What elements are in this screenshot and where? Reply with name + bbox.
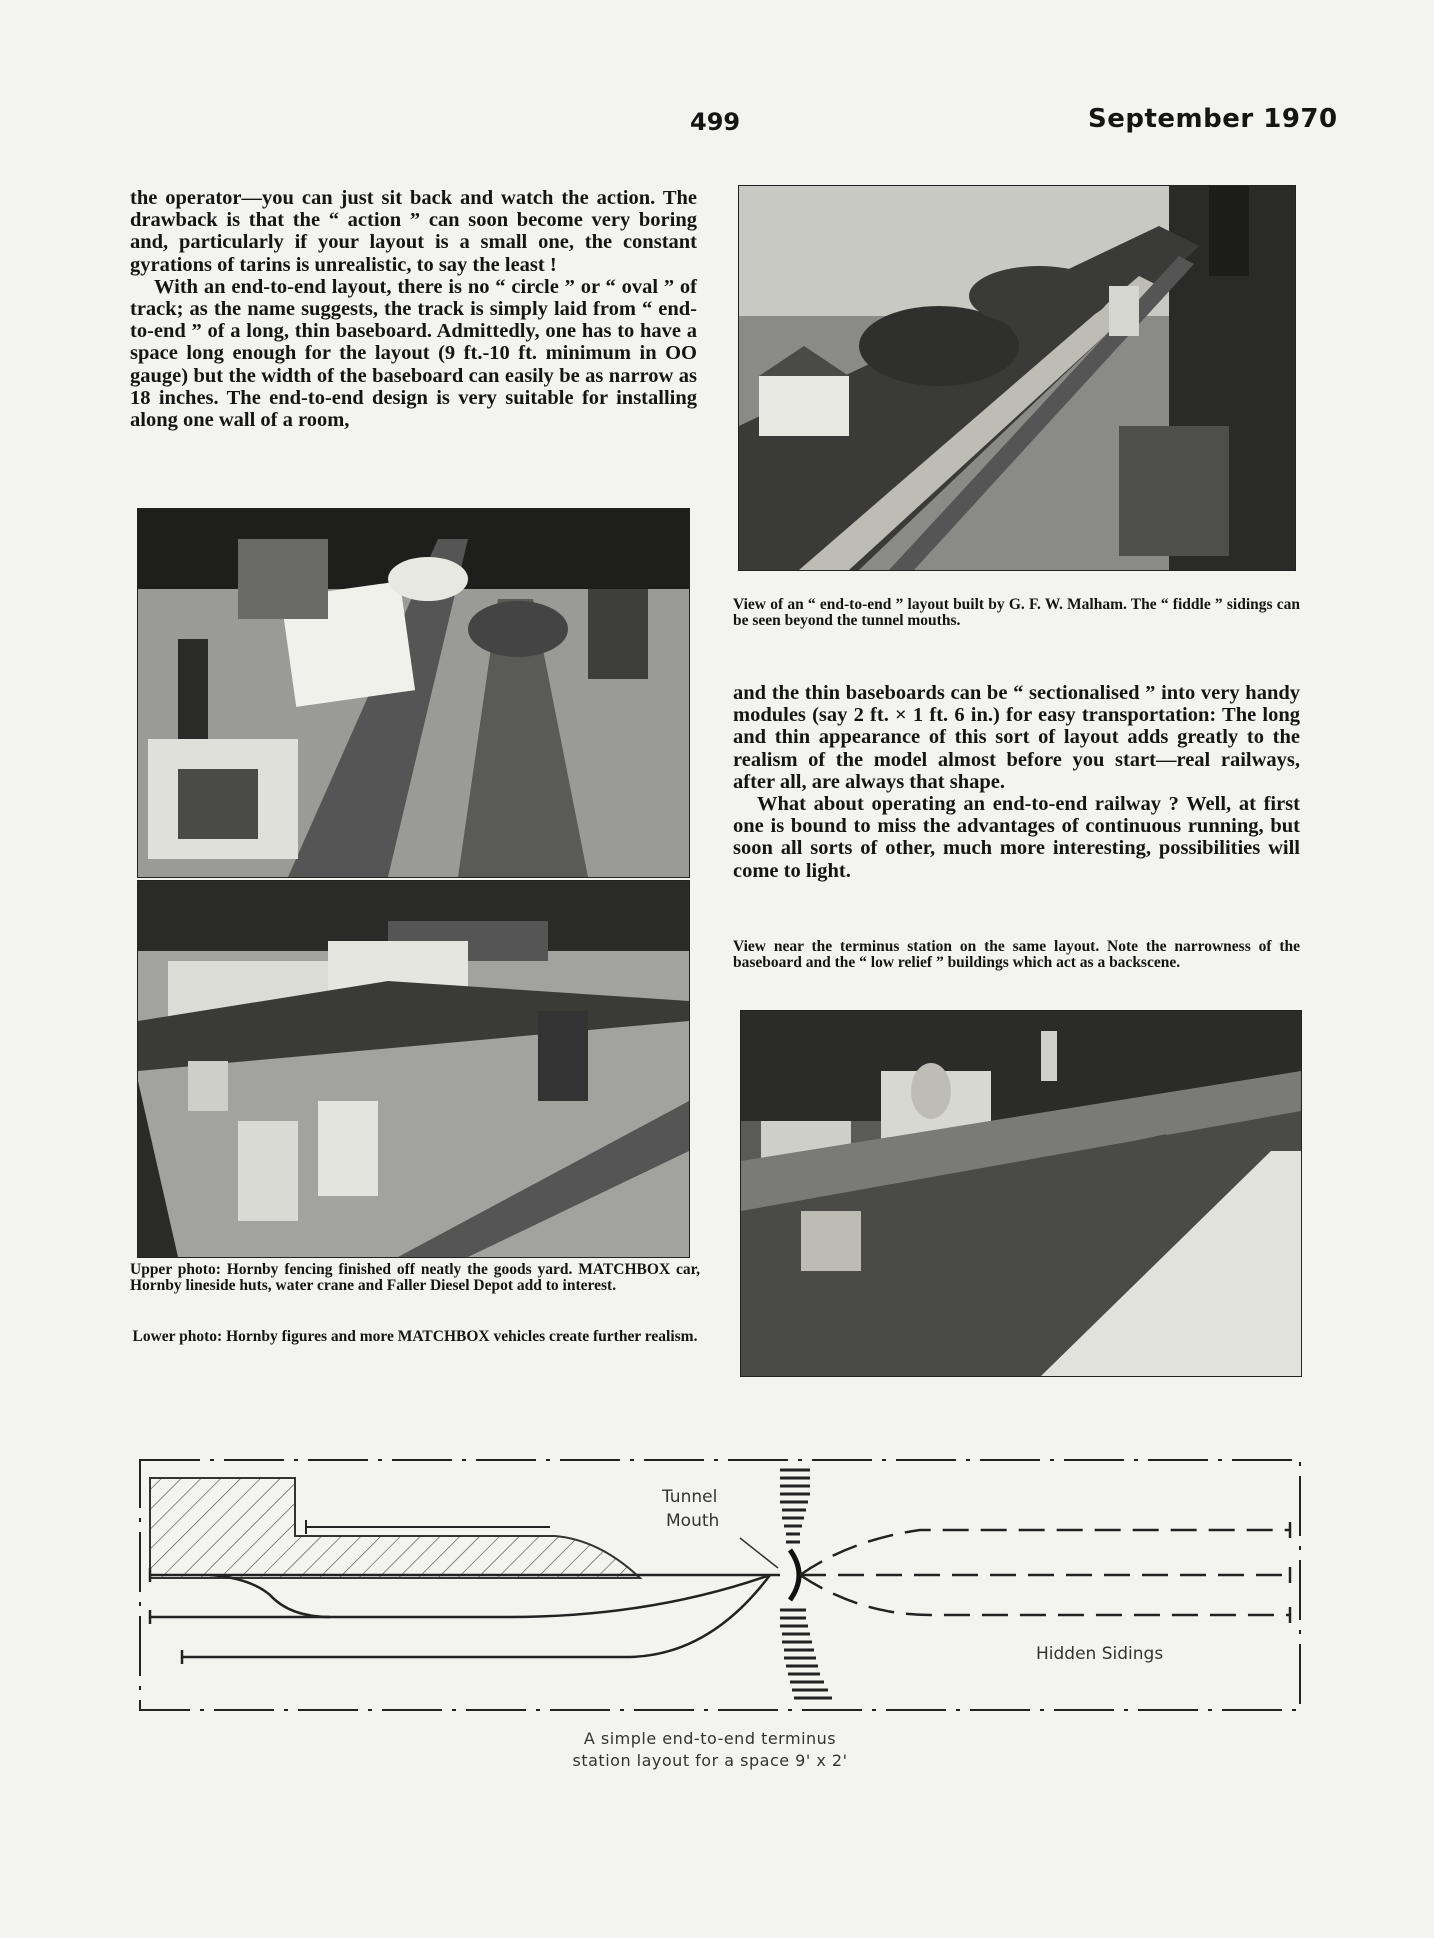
left-column-text: [130, 187, 697, 431]
label-hidden-sidings: Hidden Sidings: [1036, 1644, 1164, 1664]
caption-terminus: View near the terminus station on the same layout. Note the narrowness of the baseboard and the “ low relief ” buildings which act as a backscene.: [733, 938, 1300, 971]
photo-goods-yard-upper: [137, 508, 690, 878]
caption-lower-photo: Lower photo: Hornby figures and more MATCHBOX vehicles create further realism.: [132, 1328, 698, 1345]
photo-end-to-end-layout: [738, 185, 1296, 571]
issue-date: September 1970: [1088, 104, 1338, 134]
left-paragraph-1: the operator—you can just sit back and watch the action. The drawback is that the “ action ” can soon become very boring and, particularly if your layout is a small one, the constant gyrations of tarins is unrealistic, to say the least !: [130, 187, 697, 276]
label-tunnel-line2: Mouth: [666, 1511, 720, 1531]
right-column-text: [733, 682, 1300, 882]
diagram-caption-line1: A simple end-to-end terminus: [583, 1729, 837, 1748]
label-tunnel-line1: Tunnel: [662, 1487, 718, 1507]
caption-upper-photo: Upper photo: Hornby fencing finished off neatly the goods yard. MATCHBOX car, Hornby lineside huts, water crane and Faller Diesel Depot add to interest.: [130, 1261, 700, 1294]
photo-terminus-station: [740, 1010, 1302, 1377]
right-paragraph-2: What about operating an end-to-end railway ? Well, at first one is bound to miss the advantages of continuous running, but soon all sorts of other, much more interesting, possibilities will come to light.: [733, 793, 1300, 882]
right-paragraph-1: and the thin baseboards can be “ sectionalised ” into very handy modules (say 2 ft. × 1 ft. 6 in.) for easy transportation: The long and thin appearance of this sort of layout adds greatly to the realism of the model almost before you start—real railways, after all, are always that shape.: [733, 682, 1300, 793]
page-number: 499: [690, 108, 741, 136]
left-paragraph-2: With an end-to-end layout, there is no “ circle ” or “ oval ” of track; as the name suggests, the track is simply laid from “ end-to-end ” of a long, thin baseboard. Admittedly, one has to have a space long enough for the layout (9 ft.-10 ft. minimum in OO gauge) but the width of the baseboard can easily be as narrow as 18 inches. The end-to-end design is very suitable for installing along one wall of a room,: [130, 275, 697, 432]
diagram-caption-line2: station layout for a space 9' x 2': [572, 1751, 848, 1770]
caption-top-right: View of an “ end-to-end ” layout built by G. F. W. Malham. The “ fiddle ” sidings can be seen beyond the tunnel mouths.: [733, 596, 1300, 629]
diagram-caption: [480, 1728, 940, 1772]
photo-goods-yard-lower: [137, 880, 690, 1258]
track-layout-diagram: [130, 1450, 1310, 1720]
